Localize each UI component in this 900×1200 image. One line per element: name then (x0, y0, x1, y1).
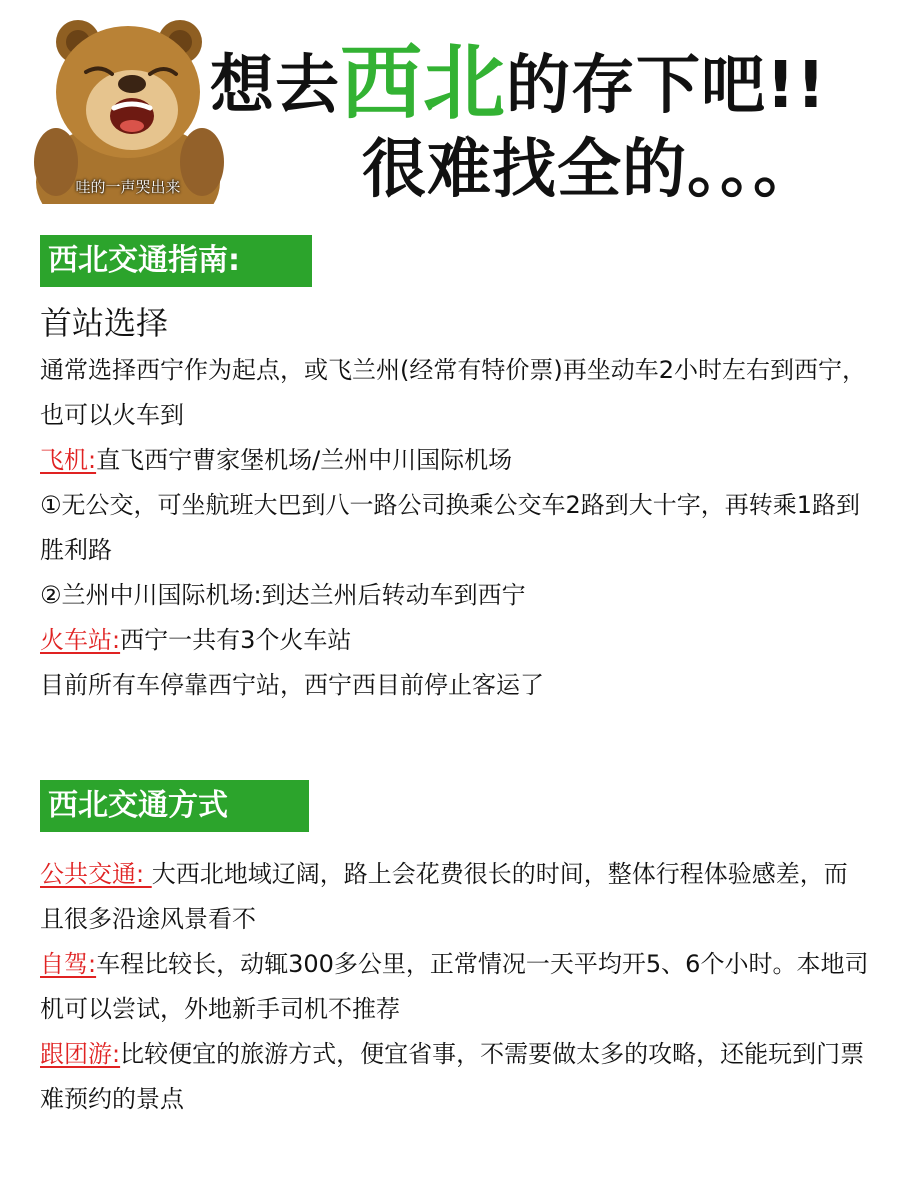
title-suffix: 的存下吧!! (506, 49, 827, 123)
title-prefix: 想去 (210, 49, 340, 123)
plane-option-2: ②兰州中川国际机场:到达兰州后转动车到西宁 (40, 581, 526, 609)
public-transport-text: 大西北地域辽阔，路上会花费很长的时间，整体行程体验感差，而且很多沿途风景看不 (40, 860, 848, 933)
public-transport-paragraph (40, 852, 870, 942)
self-drive-paragraph (40, 942, 870, 1032)
plane-option-1: ①无公交，可坐航班大巴到八一路公司换乘公交车2路到大十字，再转乘1路到胜利路 (40, 491, 861, 564)
subhead-first-stop: 首站选择 (40, 304, 169, 342)
public-transport-label: 公共交通: (40, 860, 152, 888)
plane-paragraph (40, 438, 870, 483)
train-text: 西宁一共有3个火车站 (120, 626, 352, 654)
plane-text: 直飞西宁曹家堡机场/兰州中川国际机场 (96, 446, 513, 474)
page-title-line1 (210, 36, 827, 131)
section-banner-guide: 西北交通指南: (40, 235, 312, 287)
train-note: 目前所有车停靠西宁站，西宁西目前停止客运了 (40, 671, 544, 699)
intro-paragraph: 通常选择西宁作为起点，或飞兰州(经常有特价票)再坐动车2小时左右到西宁，也可以火车到 (40, 356, 866, 429)
train-label: 火车站: (40, 626, 121, 654)
sticker-caption: 哇的一声哭出来 (75, 178, 181, 196)
self-drive-label: 自驾: (40, 950, 97, 978)
section-banner-methods: 西北交通方式 (40, 780, 309, 832)
group-tour-paragraph (40, 1032, 870, 1122)
title-highlight: 西北 (340, 36, 507, 131)
group-tour-label: 跟团游: (40, 1040, 121, 1068)
self-drive-text: 车程比较长，动辄300多公里，正常情况一天平均开5、6个小时。本地司机可以尝试，外地新手司机不推荐 (40, 950, 869, 1023)
plane-label: 飞机: (40, 446, 97, 474)
page-title-line2: 很难找全的。。。 (362, 133, 818, 207)
train-paragraph (40, 618, 870, 663)
group-tour-text: 比较便宜的旅游方式，便宜省事，不需要做太多的攻略，还能玩到门票难预约的景点 (40, 1040, 865, 1113)
crying-bear-sticker (28, 12, 228, 204)
